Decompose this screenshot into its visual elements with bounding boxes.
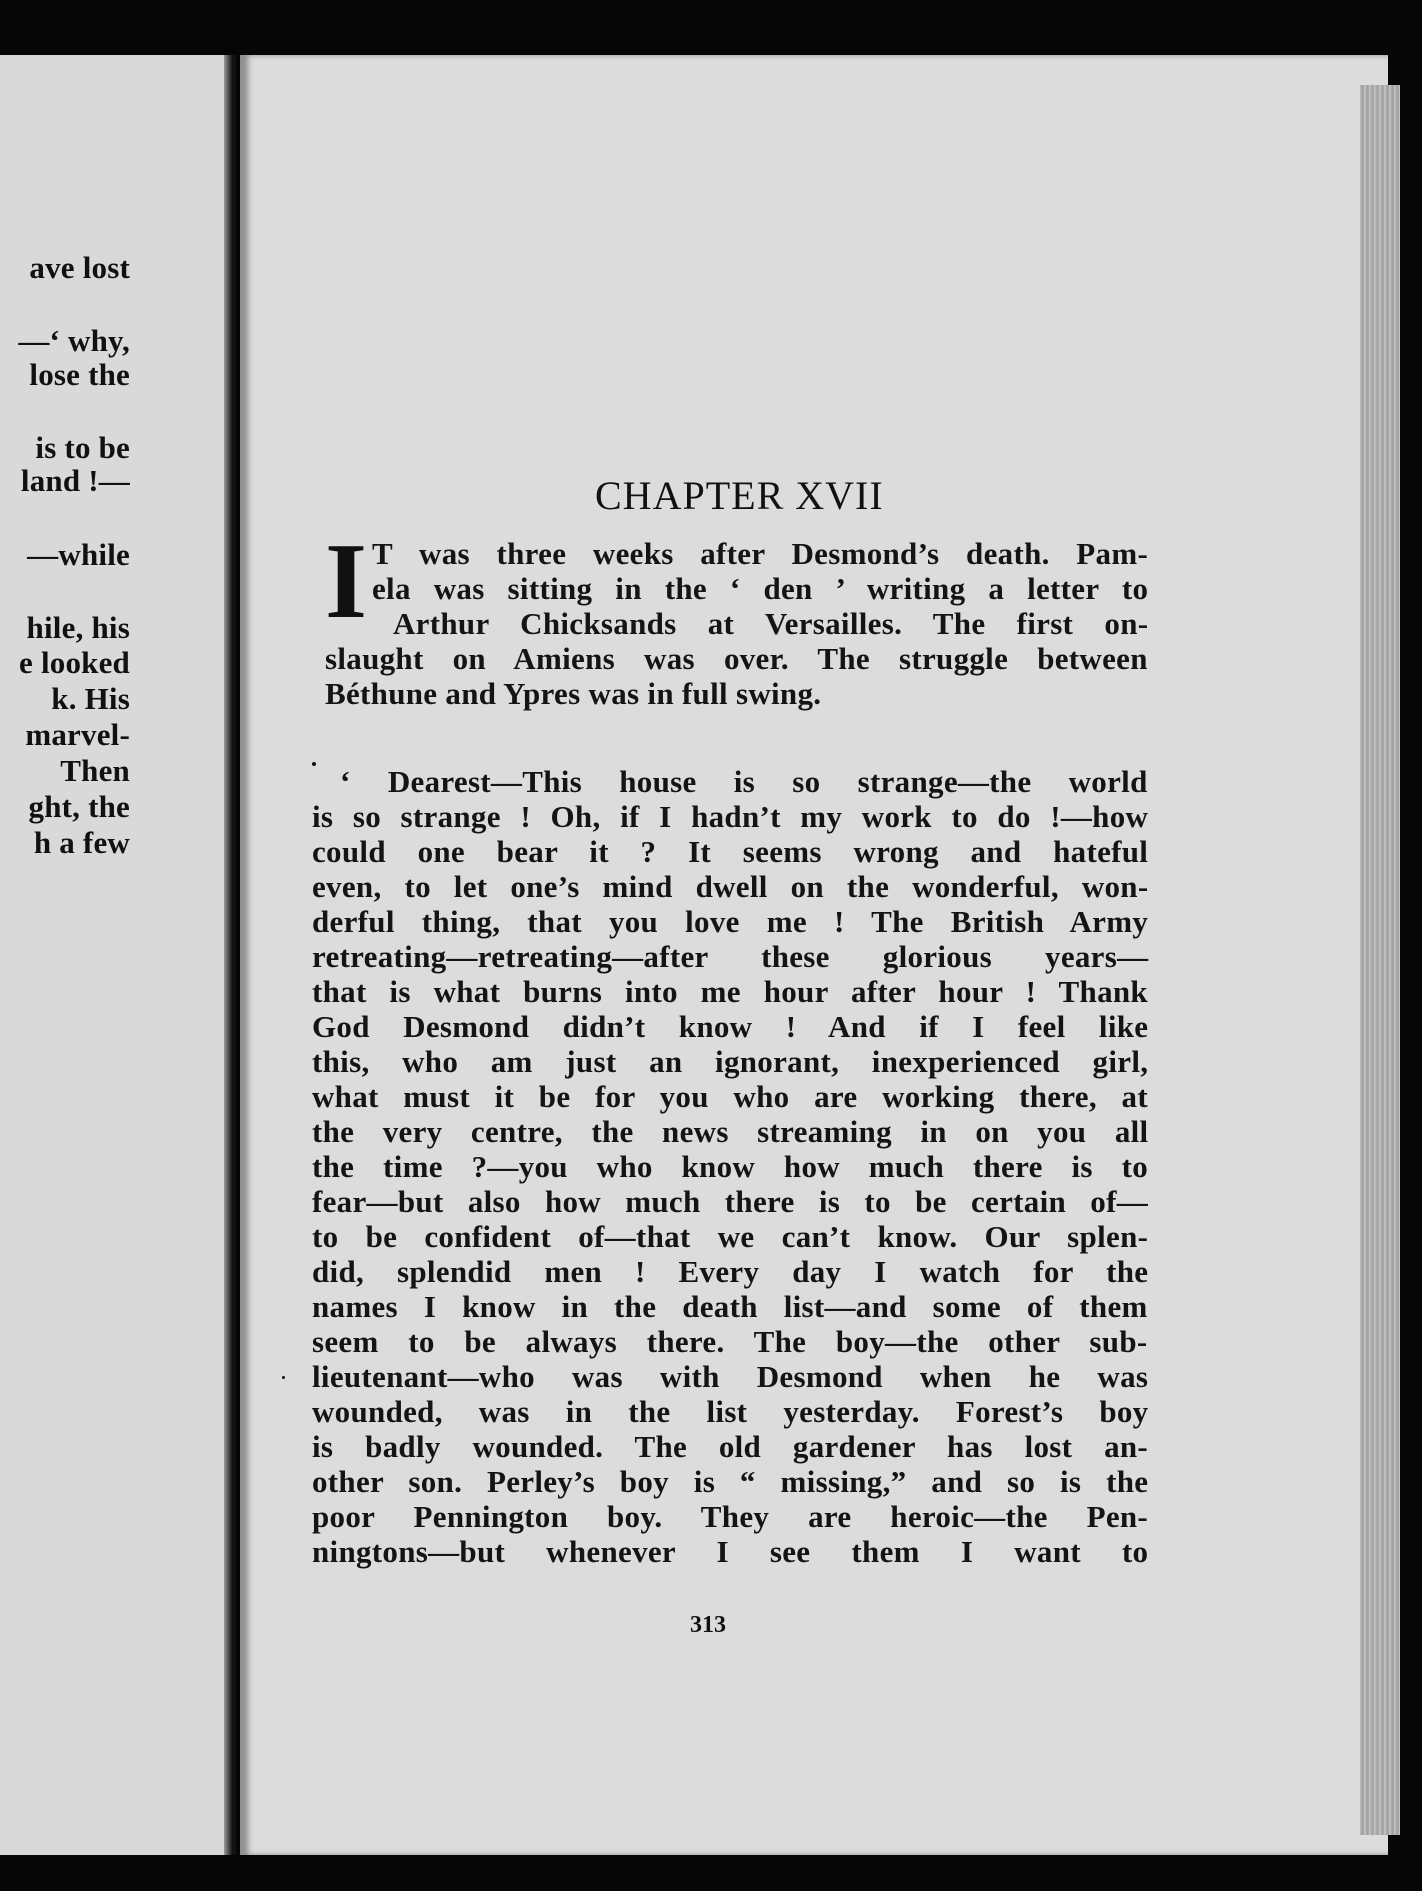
print-speck: [282, 1376, 285, 1379]
letter-line: wounded, was in the list yesterday. Forest’s boy: [312, 1394, 1149, 1429]
left-line: ave lost: [29, 250, 130, 285]
left-line: ght, the: [28, 789, 130, 824]
page-number: 313: [690, 1612, 726, 1638]
letter-line: other son. Perley’s boy is “ missing,” and so is the: [312, 1464, 1149, 1499]
left-line: marvel-: [25, 717, 130, 752]
letter-line: is so strange ! Oh, if I hadn’t my work to do !—how: [312, 799, 1149, 834]
opening-line: slaught on Amiens was over. The struggle between: [325, 641, 1148, 676]
left-line: is to be: [35, 430, 130, 465]
left-line: land !—: [20, 463, 130, 498]
left-line: hile, his: [26, 610, 130, 645]
letter-line: to be confident of—that we can’t know. Our splen-: [312, 1219, 1149, 1254]
letter-line: retreating—retreating—after these glorious years—: [312, 939, 1149, 974]
letter-line: is badly wounded. The old gardener has lost an-: [312, 1429, 1149, 1464]
letter-line: poor Pennington boy. They are heroic—the Pen-: [312, 1499, 1149, 1534]
letter-line: fear—but also how much there is to be certain of—: [312, 1184, 1149, 1219]
left-line: h a few: [33, 825, 130, 860]
letter-line: the time ?—you who know how much there is to: [312, 1149, 1149, 1184]
opening-line: Béthune and Ypres was in full swing.: [325, 676, 822, 711]
letter-line: that is what burns into me hour after hour ! Thank: [312, 974, 1148, 1009]
left-line: e looked: [19, 645, 130, 680]
letter-line: even, to let one’s mind dwell on the wonderful, won-: [312, 869, 1149, 904]
letter-line: the very centre, the news streaming in on you all: [312, 1114, 1149, 1149]
letter-line: lieutenant—who was with Desmond when he was: [312, 1359, 1149, 1394]
page-edges: [1360, 85, 1400, 1835]
letter-line: derful thing, that you love me ! The British Army: [312, 904, 1149, 939]
left-line: lose the: [29, 357, 130, 392]
left-line: —while: [27, 537, 130, 572]
drop-cap: I: [325, 522, 368, 641]
letter-line: names I know in the death list—and some of them: [312, 1289, 1148, 1324]
letter-line: seem to be always there. The boy—the other sub-: [312, 1324, 1148, 1359]
print-speck: [312, 762, 316, 766]
left-line: k. His: [51, 681, 130, 716]
opening-line: Arthur Chicksands at Versailles. The first on-: [393, 606, 1149, 641]
letter-line: this, who am just an ignorant, inexperienced girl,: [312, 1044, 1149, 1079]
opening-line: T was three weeks after Desmond’s death. Pam-: [372, 536, 1149, 571]
left-line: Then: [60, 753, 130, 788]
left-page: [0, 55, 227, 1855]
letter-line: ningtons—but whenever I see them I want to: [312, 1534, 1149, 1569]
opening-line: ela was sitting in the ‘ den ’ writing a letter to: [372, 571, 1149, 606]
left-line: —‘ why,: [18, 323, 130, 358]
letter-line: what must it be for you who are working there, at: [312, 1079, 1148, 1114]
book-gutter: [224, 55, 236, 1855]
letter-line: God Desmond didn’t know ! And if I feel like: [312, 1009, 1149, 1044]
chapter-title: CHAPTER XVII: [595, 473, 884, 518]
letter-line: could one bear it ? It seems wrong and hateful: [312, 834, 1149, 869]
letter-line: did, splendid men ! Every day I watch for the: [312, 1254, 1149, 1289]
letter-line: ‘ Dearest—This house is so strange—the world: [340, 764, 1148, 799]
